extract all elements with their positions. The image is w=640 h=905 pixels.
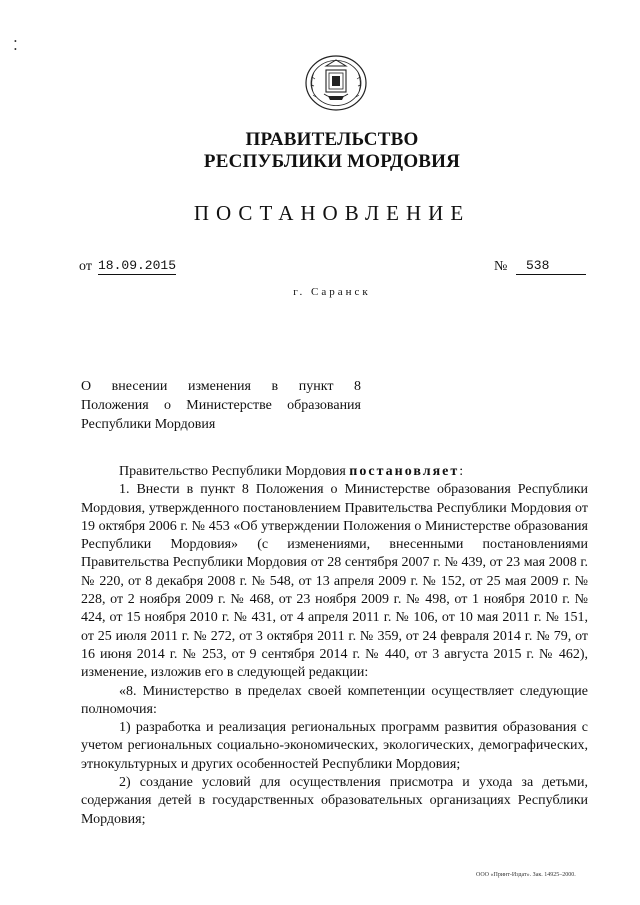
subject-heading [81, 377, 361, 434]
subitem-2: 2) создание условий для осуществления присмотра и ухода за детьми, содержания детей в государственных образовательных организациях Республики Мордовия; [81, 775, 588, 827]
decree-intro [81, 463, 588, 481]
org-name-line2: РЕСПУБЛИКИ МОРДОВИЯ [203, 151, 461, 172]
subject-line: О внесении изменения в пункт 8 [81, 379, 361, 394]
date-value: 18.09.2015 [98, 258, 177, 273]
document-type-title: ПОСТАНОВЛЕНИЕ [193, 201, 471, 225]
decree-intro-text: Правительство Республики Мордовия [119, 464, 346, 479]
coat-of-arms-emblem [304, 52, 368, 112]
decree-colon: : [459, 464, 464, 479]
date-label: от [79, 259, 92, 274]
decree-word: постановляет [349, 464, 460, 479]
city-line: г. Саранск [293, 286, 371, 298]
printer-footer: ООО «Принт-Издат». Зак. 14925–2000. [476, 872, 576, 878]
number-value: 538 [516, 258, 586, 275]
org-name-line1: ПРАВИТЕЛЬСТВО [245, 129, 419, 150]
number-label: № [494, 259, 508, 274]
subject-line: Республики Мордовия [81, 417, 216, 432]
document-body [81, 463, 588, 829]
subitem-1: 1) разработка и реализация региональных программ развития образования с учетом региональных социально-экономических, экологических, демографических, этнокультурных и других особенностей Республики Мордовия; [81, 720, 588, 772]
subject-line: Положения о Министерстве образования [81, 398, 361, 413]
scan-speck: • [14, 37, 17, 46]
paragraph-item-8: «8. Министерство в пределах своей компетенции осуществляет следующие полномочия: [81, 683, 588, 717]
paragraph-item-1: 1. Внести в пункт 8 Положения о Министерстве образования Республики Мордовия, утвержденного постановлением Правительства Республики Мордовия от 19 октября 2006 г. № 453 «Об утверждении Положения о Министерстве образования Республики Мордовия» (с изменениями, внесенными постановлениями Правительства Республики Мордовия от 28 сентября 2007 г. № 439, от 23 мая 2008 г. № 220, от 8 декабря 2008 г. № 548, от 13 апреля 2009 г. № 152, от 25 мая 2009 г. № 228, от 2 ноября 2009 г. № 468, от 23 ноября 2009 г. № 498, от 1 ноября 2010 г. № 424, от 15 ноября 2010 г. № 431, от 4 апреля 2011 г. № 106, от 10 мая 2011 г. № 151, от 25 июля 2011 г. № 272, от 3 октября 2011 г. № 359, от 24 февраля 2014 г. № 79, от 16 июня 2014 г. № 253, от 9 сентября 2014 г. № 440, от 3 августа 2015 г. № 462), изменение, изложив его в следующей редакции: [81, 482, 588, 681]
scan-speck: • [14, 45, 17, 54]
